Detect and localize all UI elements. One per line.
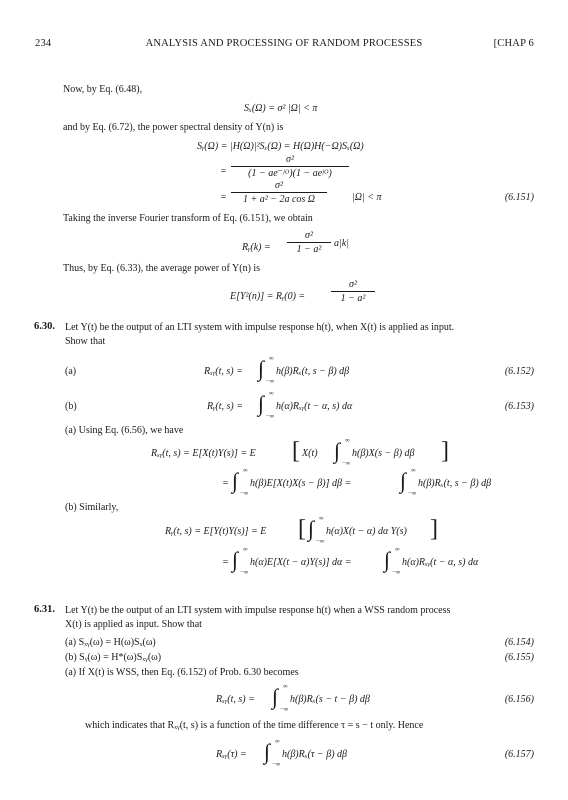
integrand: h(β)X(s − β) dβ xyxy=(352,448,415,459)
integral-lower-limit: −∞ xyxy=(342,460,351,467)
integral-upper-limit: ∞ xyxy=(319,515,324,522)
equals-sign: = xyxy=(220,192,227,203)
part-label: (a) xyxy=(65,366,77,377)
part-b: (b) Sᵧ(ω) = H*(ω)Sₓᵧ(ω) xyxy=(65,652,162,663)
integral-upper-limit: ∞ xyxy=(243,467,248,474)
equation-lhs: Rᵧ(t, s) = E[Y(t)Y(s)] = E xyxy=(165,526,267,537)
equation-number: (6.155) xyxy=(504,652,534,663)
equation-sx: Sₓ(Ω) = σ² |Ω| < π xyxy=(244,103,318,114)
integrand: h(α)Rₓᵧ(t − α, s) dα xyxy=(402,557,479,568)
equation-number: (6.152) xyxy=(504,366,534,377)
problem-statement: X(t) is applied as input. Show that xyxy=(65,619,202,630)
right-bracket: ] xyxy=(441,438,449,464)
integral-lower-limit: −∞ xyxy=(266,413,275,420)
integral-sign: ∫ xyxy=(232,468,239,493)
problem-statement: Let Y(t) be the output of an LTI system with impulse response h(t), when X(t) is applied as input. xyxy=(65,322,455,333)
integrand: h(β)Rₓ(s − t − β) dβ xyxy=(290,694,370,705)
integral-sign: ∫ xyxy=(384,547,391,572)
integral-lower-limit: −∞ xyxy=(240,490,249,497)
fraction: σ² 1 − a² xyxy=(287,230,331,255)
equation-number: (6.157) xyxy=(504,749,534,760)
integral-lower-limit: −∞ xyxy=(408,490,417,497)
integrand: h(β)Rₓ(t, s − β) dβ xyxy=(276,366,350,377)
equation-term: X(t) xyxy=(302,448,318,459)
solution-intro: (b) Similarly, xyxy=(65,502,119,513)
part-label: (b) xyxy=(65,401,77,412)
integral-sign: ∫ xyxy=(258,391,265,416)
equation-number: (6.153) xyxy=(504,401,534,412)
equation-number: (6.151) xyxy=(504,192,534,203)
equation-power-lhs: E[Y²(n)] = Rᵧ(0) = xyxy=(230,291,306,302)
left-bracket: [ xyxy=(292,438,300,464)
integral-lower-limit: −∞ xyxy=(240,569,249,576)
page-number: 234 xyxy=(35,38,52,49)
integral-upper-limit: ∞ xyxy=(275,738,280,745)
running-title: ANALYSIS AND PROCESSING OF RANDOM PROCESSES xyxy=(145,38,423,49)
integral-lower-limit: −∞ xyxy=(316,538,325,545)
integral-upper-limit: ∞ xyxy=(243,546,248,553)
integral-sign: ∫ xyxy=(334,438,341,463)
part-a: (a) Sₓᵧ(ω) = H(ω)Sₓ(ω) xyxy=(65,637,156,648)
integral-sign: ∫ xyxy=(232,547,239,572)
integrand: h(α)X(t − α) dα Y(s) xyxy=(326,526,407,537)
integral-sign: ∫ xyxy=(400,468,407,493)
text-line: Now, by Eq. (6.48), xyxy=(63,84,143,95)
exponent-term: a|k| xyxy=(334,238,349,249)
integrand: h(β)Rₓ(τ − β) dβ xyxy=(282,749,348,760)
problem-number: 6.31. xyxy=(34,604,55,615)
problem-number: 6.30. xyxy=(34,321,55,332)
text-line: Taking the inverse Fourier transform of Eq. (6.151), we obtain xyxy=(63,213,313,224)
fraction: σ² 1 − a² xyxy=(331,279,375,304)
equation-lhs: Rₓᵧ(τ) = xyxy=(216,749,247,760)
integrand: h(α)Rₓᵧ(t − α, s) dα xyxy=(276,401,353,412)
integral-upper-limit: ∞ xyxy=(395,546,400,553)
problem-statement: Show that xyxy=(65,336,106,347)
chapter-label: [CHAP 6 xyxy=(493,38,534,49)
equation-sy: Sᵧ(Ω) = |H(Ω)|²Sₓ(Ω) = H(Ω)H(−Ω)Sₓ(Ω) xyxy=(197,141,364,152)
fraction: σ² (1 − ae⁻ʲᴼ)(1 − aeʲᴼ) xyxy=(231,154,349,179)
integrand: h(α)E[X(t − α)Y(s)] dα = xyxy=(250,557,352,568)
integrand: h(β)Rₓ(t, s − β) dβ xyxy=(418,478,492,489)
solution-intro: (a) If X(t) is WSS, then Eq. (6.152) of Prob. 6.30 becomes xyxy=(65,667,299,678)
equation-lhs: Rₓᵧ(t, s) = xyxy=(216,694,255,705)
text-line: Thus, by Eq. (6.33), the average power of Y(n) is xyxy=(63,263,261,274)
equation-number: (6.154) xyxy=(504,637,534,648)
integral-sign: ∫ xyxy=(308,516,315,541)
problem-statement: Let Y(t) be the output of an LTI system with impulse response h(t) when a WSS random process xyxy=(65,605,451,616)
integral-lower-limit: −∞ xyxy=(280,706,289,713)
equation-lhs: Rᵧ(t, s) = xyxy=(207,401,243,412)
text-line: which indicates that Rₓᵧ(t, s) is a function of the time difference τ = s − t only. Hence xyxy=(85,720,424,731)
integral-lower-limit: −∞ xyxy=(392,569,401,576)
integral-upper-limit: ∞ xyxy=(411,467,416,474)
equation-lhs: Rₓᵧ(t, s) = xyxy=(204,366,243,377)
equation-number: (6.156) xyxy=(504,694,534,705)
integral-lower-limit: −∞ xyxy=(266,378,275,385)
integral-sign: ∫ xyxy=(264,739,271,764)
integral-upper-limit: ∞ xyxy=(269,390,274,397)
equals-sign: = xyxy=(220,166,227,177)
equation-ry-lhs: Rᵧ(k) = xyxy=(242,242,271,253)
left-bracket: [ xyxy=(298,516,306,542)
integral-upper-limit: ∞ xyxy=(269,355,274,362)
integral-upper-limit: ∞ xyxy=(345,437,350,444)
right-bracket: ] xyxy=(430,516,438,542)
fraction: σ² 1 + a² − 2a cos Ω xyxy=(231,180,327,205)
solution-intro: (a) Using Eq. (6.56), we have xyxy=(65,425,184,436)
equals-sign: = xyxy=(222,557,229,568)
integral-lower-limit: −∞ xyxy=(272,761,281,768)
condition: |Ω| < π xyxy=(352,192,382,203)
equals-sign: = xyxy=(222,478,229,489)
integrand: h(β)E[X(t)X(s − β)] dβ = xyxy=(250,478,352,489)
text-line: and by Eq. (6.72), the power spectral density of Y(n) is xyxy=(63,122,284,133)
integral-sign: ∫ xyxy=(258,356,265,381)
integral-sign: ∫ xyxy=(272,684,279,709)
equation-lhs: Rₓᵧ(t, s) = E[X(t)Y(s)] = E xyxy=(151,448,256,459)
integral-upper-limit: ∞ xyxy=(283,683,288,690)
